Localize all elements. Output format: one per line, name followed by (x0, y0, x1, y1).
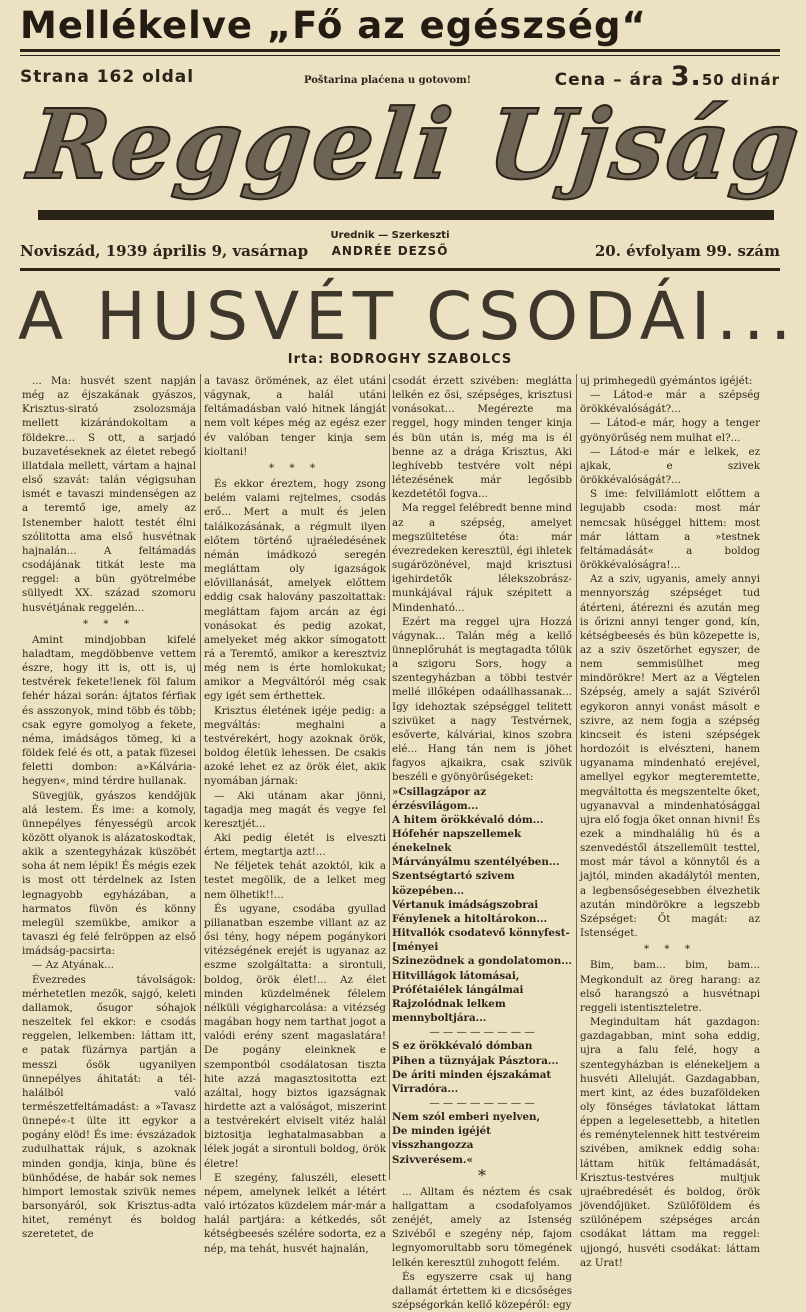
price-main: 3. (670, 61, 702, 92)
paragraph: Ne féljetek tehát azoktól, kik a testet megölik, de a lelket meg nem ölhetik!!... (204, 860, 386, 901)
section-break: * * * (644, 943, 696, 956)
poem-line: Hitvillágok látomásai, (392, 969, 520, 982)
paragraph: És ugyane, csodába gyullad pillanatban eszembe villant az az ősi tény, hogy népem pogánykori vitézségének erejét is ugyanaz az eszme szolgáltatta: a sirontuli, boldog, örök élet!... Az élet minden küzdelmének félelem nélküli végigharcolása: a vitézség magában hogy nem tarthat jogot a valódi erény szent magaslatára! De pogány eleinknek e szempontból csodálatosan tiszta hite azzá magasztositotta ezt azáltal, hogy biztos igazságnak hirdette azt a valóságot, miszerint a testvérekért elviselt vitéz halál biztositja leghatalmasabban a lélek jogát a sirontuli boldog, örök életre! (204, 902, 386, 1170)
poem-line: Nem szól emberi nyelven, (392, 1111, 541, 1124)
editor-label: Urednik — Szerkeszti (330, 230, 450, 241)
paragraph: Amint mindjobban kifelé haladtam, megdöbbenve vettem észre, hogy itt is, ott is, uj testvérek fekete!lenek föl falum fehér házai során: ájtatos férfiak és asszonyok, mind több és több; csak egyre gomolyog a fekete, néma, imádságos tömeg, ki a földek felé és ott, a patak füzesei feletti dombon: a»Kálvária-hegyen«, mind térdre hullanak. (22, 633, 196, 788)
meta-row (20, 61, 780, 92)
paragraph: Az a sziv, ugyanis, amely annyi mennyország szépséget tud átérteni, átérezni és azután meg is őrizni annyi tenger gond, kín, kétségbeesés és bün közepette is, az a sziv öszetörhet egyszer, de nem semmisülhet meg mindörökre! Mert az a Végtelen Szépség, amely a saját Szivéről egykoron annyi vonást másolt e szivre, az nem fogja a szépség kincseit és isteni szépségek hordozóit is elvészteni, hanem ugyanama mindenható erejével, amellyel egykor megteremtette, megváltotta és megszentelte őket, ugyanavval a mindenhatósággal ujra elő fogja őket onnan hivni! És ezek a mindhalálig hü és a szenvedéstől átszellemült testtel, most már távol a könnytől és a jajtól, minden akadálytól menten, a legbensőségesebben élvezhetik azután mindörökre a legszebb Szépséget: Őt magát: az Istenséget. (580, 573, 760, 940)
poem-line: Márványálmu szentélyében... (392, 856, 560, 869)
poem-line: A hitem örökkévaló dóm... (392, 813, 544, 826)
paragraph: uj primhegedü gyémántos igéjét: (580, 375, 753, 387)
poem-line: Szivverésem.« (392, 1153, 473, 1166)
page-count: Strana 162 oldal (20, 67, 195, 87)
poem-line: Szinezödnek a gondolatomon... (392, 955, 572, 968)
poem-line: Virradóra... (392, 1082, 459, 1095)
poem-line: Hófehér napszellemek énekelnek (392, 828, 522, 855)
paragraph: És ekkor éreztem, hogy zsong belém valami rejtelmes, csodás erő... Mert a mult és jelen találkozásának, a régmult ilyen előtem történő ujraéledésének némán imádkozó seregén megláttam oly igazságok elővillanását, amelyek előttem eddig csak halovány paszoltattak: megláttam fajom arcán az égi vonásokat és pedig azokat, amelyeket még akkor símogatott rá a Teremtő, amikor a keresztviz még nem is érte homlokukat; amikor a Megváltóról még csak egy igét sem érthettek. (204, 478, 386, 703)
article-column-1 (22, 374, 196, 1241)
poem-line: Hitvallók csodatevő könnyfest-[ményei (392, 927, 570, 954)
price-suffix: 50 dinár (701, 71, 780, 89)
article-byline: Irta: BODROGHY SZABOLCS (287, 352, 513, 367)
paragraph: — Az Atyának... (32, 959, 114, 972)
header-bottom-rule (20, 268, 780, 271)
top-rule (20, 49, 780, 52)
paragraph: Aki pedig életét is elveszti értem, megtartja azt!... (204, 832, 386, 859)
poem-line: De áriti minden éjszakámat (392, 1068, 552, 1081)
masthead-rule (38, 210, 774, 220)
paragraph: — Látod-e már, hogy a tenger gyönyörűség nem mulhat el?... (580, 417, 760, 444)
paragraph: — Látod-e már a szépség örökkévalóságát?... (580, 389, 760, 416)
paragraph: Süvegjük, gyászos kendőjük alá lestem. És ime: a komoly, ünnepélyes fényességü arcok között olyanok is alázatoskodtak, akik a szentegyházak küszöbét soha át nem lépik! És mégis ezek is most ott térdelnek az Isten legnagyobb egyházában, a harmatos füvön és könny melegül szemükbe, amikor a tavaszi ég felé felröppen az első imádság-pacsirta: (22, 789, 196, 958)
paragraph: Bim, bam... bim, bam... Megkondult az öreg harang: az első harangszó a husvétnapi reggeli istentiszteletre. (580, 959, 760, 1014)
price-prefix: Cena – ára (554, 70, 664, 90)
supplement-banner: Mellékelve „Fő az egészség“ (20, 4, 647, 47)
paragraph: Megindultam hát gazdagon: gazdagabban, mint soha eddig, ujra a falu felé, hogy a szentegyházban is elénekeljem a husvéti Alleluját. Gazdagabban, mert kint, az édes buzaföldeken oly fönséges távlatokat láttam éppen a legelesettebb, a hitetlen és reménytelennek hitt testvéreim szivében, amiknek eddig soha: láttam hitük feltámadását, Krisztus-testvéres multjuk ujraébredését és boldog, örök jövendőjüket. Szülőföldem és szülőnépem szépséges arcán csodákat láttam ma reggel: ujjongó, husvéti csodákat: láttam az Urat! (580, 1016, 760, 1269)
column-divider (576, 374, 577, 1180)
paragraph: ... Ma: husvét szent napján még az éjszakának gyászos, Krisztus-sirató zsolozsmája mellett kizárándokoltam a földekre... S ott, a sarjadó buzavetéseknek az életet rebegő illatdala mellett, vártam a hajnal első szavát: talán végigsuhan ismét e tavaszi mindenségen az a teremtő ige, amely az Istenember halott testét élni szólitotta ama első husvétnak hajnalán... A feltámadás csodájának titkát leste ma reggel: a bün gyötrelmébe süllyedt XX. század szomoru husvétjának reggelén... (22, 375, 196, 614)
poem-line: Pihen a tüznyájak Pásztora... (392, 1054, 559, 1067)
article-column-4 (580, 374, 760, 1269)
paragraph: És egyszerre csak uj hang dallamát értettem ki e dicsőséges szépségorkán kellő közepéről: egy (392, 1270, 572, 1311)
top-rule-thin (20, 55, 780, 56)
editor-block (320, 230, 460, 258)
poem-line: Prófétaiélek lángálmai (392, 983, 524, 996)
paragraph: — Látod-e már e lelkek, ez ajkak, e szivek örökkévalóságát?... (580, 445, 760, 487)
poem-line: Rajzolódnak lelkem mennyboltjára... (392, 997, 506, 1025)
paragraph: Évezredes távolságok: mérhetetlen mezők, sajgó, keleti dallamok, ősugor sóhajok neszeltek fel ekkor: e csodás reggelen, lelkemben: láttam itt, e patak füzárnya partján a messzi ősök ugyanilyen ünnepélyes áhitatát: a tél-halálból való természetfeltámadást: a »Tavasz ünnepé«-t ülte itt egykor a pogány elöd! És ime: évszázadok zudulhattak rájuk, s azoknak minden gondja, kinja, büne és bünhődése, de habár sok nemes himport lemostak szivük nemes barsonyáról, sok Krisztus-adta hitet, reményt és boldog szeretetet, de (22, 973, 196, 1241)
article-column-3 (392, 374, 572, 1311)
column-divider (389, 374, 390, 1180)
paragraph: Ma reggel felébredt benne mind az a szépség, amelyet megszültetése óta: már évezredeken keresztül, égi ihletek sugárözönével, majd krisztusi igehirdetők lélekszobrász-munkájával rájuk szépitett a Mindenható... (392, 502, 572, 614)
section-break: * * * (269, 461, 321, 474)
section-break: * (478, 1165, 486, 1185)
poem-line: Vértanuk imádságszobrai (392, 898, 539, 911)
masthead-title: Reggeli Ujság (24, 88, 806, 201)
poem-line: »Csillagzápor az érzésvilágom... (392, 785, 487, 812)
column-divider (200, 374, 201, 1180)
paragraph: csodát érzett szivében: meglátta lelkén ez ősi, szépséges, krisztusi vonásokat... Megérezte ma reggel, hogy minden tenger kinja és bün után is, még ma is él benne az a drága Krisztus, Aki leghívebb testvére volt népi létezésének már legősibb kezdetétől fogva... (392, 375, 572, 501)
editor-name: ANDRÉE DEZSŐ (331, 244, 449, 258)
paragraph: Krisztus életének igéje pedig: a megváltás: meghalni a testvérekért, hogy azoknak örök, boldog életük lehessen. De csakis azoké lehet ez az örök élet, akik nyomában járnak: (204, 704, 386, 788)
info-row (20, 230, 780, 266)
paragraph: S ime: felvillámlott előttem a legujabb csoda: most már nemcsak hüséggel hittem: most már láttam a »testnek feltámadását« a boldog örökkévalóságra!... (580, 488, 760, 572)
poem-divider: — — — — — — — — (429, 1096, 535, 1109)
poem-divider: — — — — — — — — (429, 1026, 535, 1039)
article-headline: A HUSVÉT CSODÁI... (18, 278, 798, 355)
paragraph: ... Alltam és néztem és csak hallgattam a csodafolyamos zenéjét, amely az Istenség Szivéből e szegény nép, fajom legnyomorultabb soru tömegének lelkén keresztül zuhogott felém. (392, 1185, 572, 1269)
poem-line: S ez örökkévaló dómban (392, 1040, 533, 1053)
section-break: * * * (83, 617, 135, 630)
paragraph: E szegény, faluszéli, elesett népem, amelynek lelkét a létért való irtózatos küzdelem már-már a halál partjára: a kétkedés, sőt kétségbeesés szélére sodorta, ez a nép, ma tehát, husvét hajnalán, (204, 1171, 386, 1255)
poem-line: Fénylenek a hitoltárokon... (392, 912, 548, 925)
paragraph: — Aki utánam akar jönni, tagadja meg magát és vegye fel keresztjét... (204, 789, 386, 830)
paragraph: a tavasz örömének, az élet utáni vágynak, a halál utáni feltámadásban való hitnek lángját nem volt képes még az egész ezer év valóban tenger kinja sem kioltani! (204, 375, 386, 458)
postage-note: Poštarina plaćena u gotovom! (304, 75, 472, 86)
article-column-2 (204, 374, 386, 1255)
place-date: Noviszád, 1939 április 9, vasárnap (20, 242, 309, 260)
poem-line: Szentségtartó szivem közepében... (392, 870, 515, 897)
paragraph: Ezért ma reggel ujra Hozzá vágynak... Talán még a kellő ünneplőruhát is megtagadta tőlük a szigoru Sors, hogy a szentegyházban a többi testvér mellé illőképen odaállhassanak... Igy idehoztak szépséggel telitett szivüket a nagy Testvérnek, esőverte, kálváriai, kinos szobra elé... Hang tán nem is jöhet fagyos ajkaikra, csak szivük beszéli e gyönyörűségeket: (392, 615, 572, 784)
poem-line: De minden igéjét visszhangozza (392, 1125, 491, 1152)
issue-number: 20. évfolyam 99. szám (594, 242, 780, 260)
